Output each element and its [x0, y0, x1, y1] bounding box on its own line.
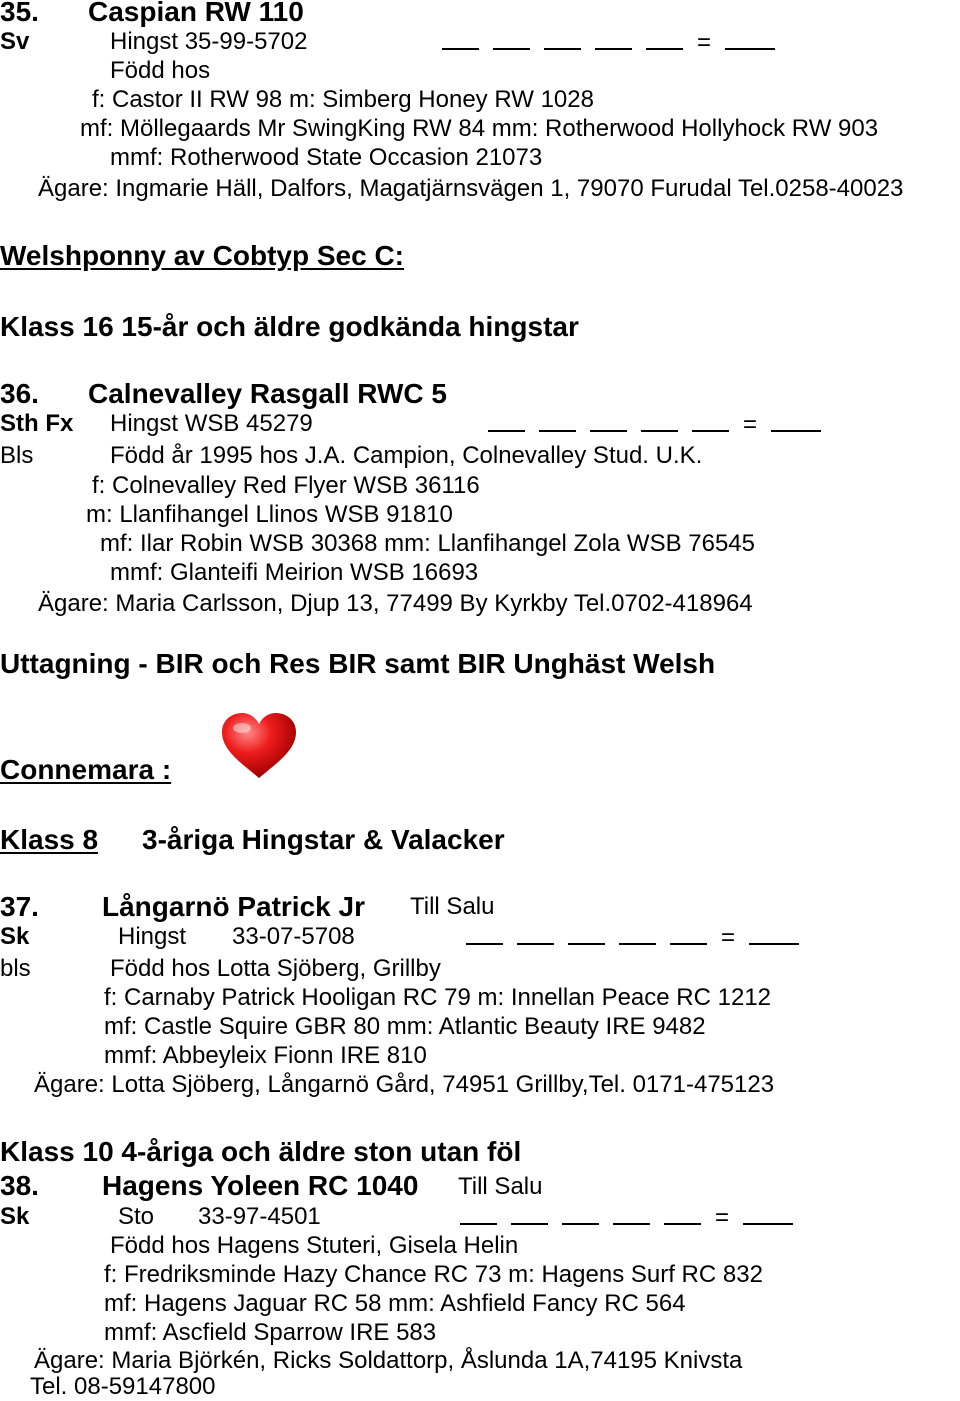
entry-35-sex-reg: Hingst 35-99-5702 — [110, 28, 308, 55]
entry-35-name: Caspian RW 110 — [88, 0, 304, 27]
entry-35-born: Född hos — [110, 57, 211, 84]
entry-36-owner: Ägare: Maria Carlsson, Djup 13, 77499 By Kyrkby Tel.0702-418964 — [38, 590, 753, 617]
entry-35-grandparents: mf: Möllegaards Mr SwingKing RW 84 mm: Rotherwood Hollyhock RW 903 — [80, 115, 879, 142]
class-10-heading: Klass 10 4-åriga och äldre ston utan föl — [0, 1136, 522, 1167]
entry-38-code: Sk — [0, 1203, 30, 1230]
section-connemara-heading: Connemara : — [0, 754, 172, 785]
class-8-label: Klass 8 — [0, 824, 99, 855]
entry-38-name: Hagens Yoleen RC 1040 — [102, 1170, 419, 1201]
entry-37-code: Sk — [0, 923, 30, 950]
entry-36-sex-reg: Hingst WSB 45279 — [110, 410, 313, 437]
selection-heading: Uttagning - BIR och Res BIR samt BIR Unghäst Welsh — [0, 648, 716, 679]
heart-highlight — [233, 723, 251, 733]
entry-38-for-sale: Till Salu — [458, 1173, 543, 1200]
entry-36-grandparents: mf: Ilar Robin WSB 30368 mm: Llanfihangel Zola WSB 76545 — [100, 530, 755, 557]
entry-38-born: Född hos Hagens Stuteri, Gisela Helin — [110, 1232, 519, 1259]
entry-37-code2: bls — [0, 955, 31, 982]
entry-38-parents: f: Fredriksminde Hazy Chance RC 73 m: Hagens Surf RC 832 — [104, 1261, 763, 1288]
entry-38-owner: Ägare: Maria Björkén, Ricks Soldattorp, Åslunda 1A,74195 Knivsta — [34, 1347, 743, 1374]
entry-35-owner: Ägare: Ingmarie Häll, Dalfors, Magatjärnsvägen 1, 79070 Furudal Tel.0258-40023 — [38, 175, 904, 202]
class-16-heading: Klass 16 15-år och äldre godkända hingstar — [0, 311, 579, 342]
entry-37-name: Långarnö Patrick Jr — [102, 891, 365, 922]
entry-37-reg: 33-07-5708 — [232, 923, 355, 950]
entry-35-number: 35. — [0, 0, 39, 27]
entry-37-number: 37. — [0, 891, 39, 922]
entry-38-mmf: mmf: Ascfield Sparrow IRE 583 — [104, 1319, 437, 1346]
entry-35-parents: f: Castor II RW 98 m: Simberg Honey RW 1028 — [92, 86, 594, 113]
entry-38-phone: Tel. 08-59147800 — [30, 1373, 216, 1400]
entry-37-score-line: = — [466, 923, 799, 952]
entry-38-score-line: = — [460, 1203, 793, 1232]
heart-shape — [222, 713, 296, 778]
entry-38-reg: 33-97-4501 — [198, 1203, 321, 1230]
section-welsh-heading: Welshponny av Cobtyp Sec C: — [0, 240, 404, 271]
entry-36-number: 36. — [0, 378, 39, 409]
class-8-title: 3-åriga Hingstar & Valacker — [142, 824, 505, 855]
entry-36-mmf: mmf: Glanteifi Meirion WSB 16693 — [110, 559, 479, 586]
entry-35-code: Sv — [0, 28, 30, 55]
heart-icon — [220, 712, 298, 780]
entry-36-code: Sth Fx — [0, 410, 74, 437]
entry-38-number: 38. — [0, 1170, 39, 1201]
entry-37-owner: Ägare: Lotta Sjöberg, Långarnö Gård, 74951 Grillby,Tel. 0171-475123 — [34, 1071, 775, 1098]
entry-36-score-line: = — [488, 410, 821, 439]
entry-37-sex: Hingst — [118, 923, 187, 950]
entry-37-parents: f: Carnaby Patrick Hooligan RC 79 m: Innellan Peace RC 1212 — [104, 984, 772, 1011]
entry-36-code2: Bls — [0, 442, 34, 469]
entry-36-dam: m: Llanfihangel Llinos WSB 91810 — [86, 501, 453, 528]
entry-37-mmf: mmf: Abbeyleix Fionn IRE 810 — [104, 1042, 427, 1069]
entry-35-mmf: mmf: Rotherwood State Occasion 21073 — [110, 144, 543, 171]
entry-36-name: Calnevalley Rasgall RWC 5 — [88, 378, 447, 409]
entry-37-born: Född hos Lotta Sjöberg, Grillby — [110, 955, 441, 982]
entry-38-grandparents: mf: Hagens Jaguar RC 58 mm: Ashfield Fancy RC 564 — [104, 1290, 686, 1317]
entry-37-for-sale: Till Salu — [410, 893, 495, 920]
entry-38-sex: Sto — [118, 1203, 155, 1230]
entry-35-score-line: = — [442, 28, 775, 57]
entry-37-grandparents: mf: Castle Squire GBR 80 mm: Atlantic Beauty IRE 9482 — [104, 1013, 706, 1040]
entry-36-born: Född år 1995 hos J.A. Campion, Colnevalley Stud. U.K. — [110, 442, 703, 469]
entry-36-sire: f: Colnevalley Red Flyer WSB 36116 — [92, 472, 480, 499]
